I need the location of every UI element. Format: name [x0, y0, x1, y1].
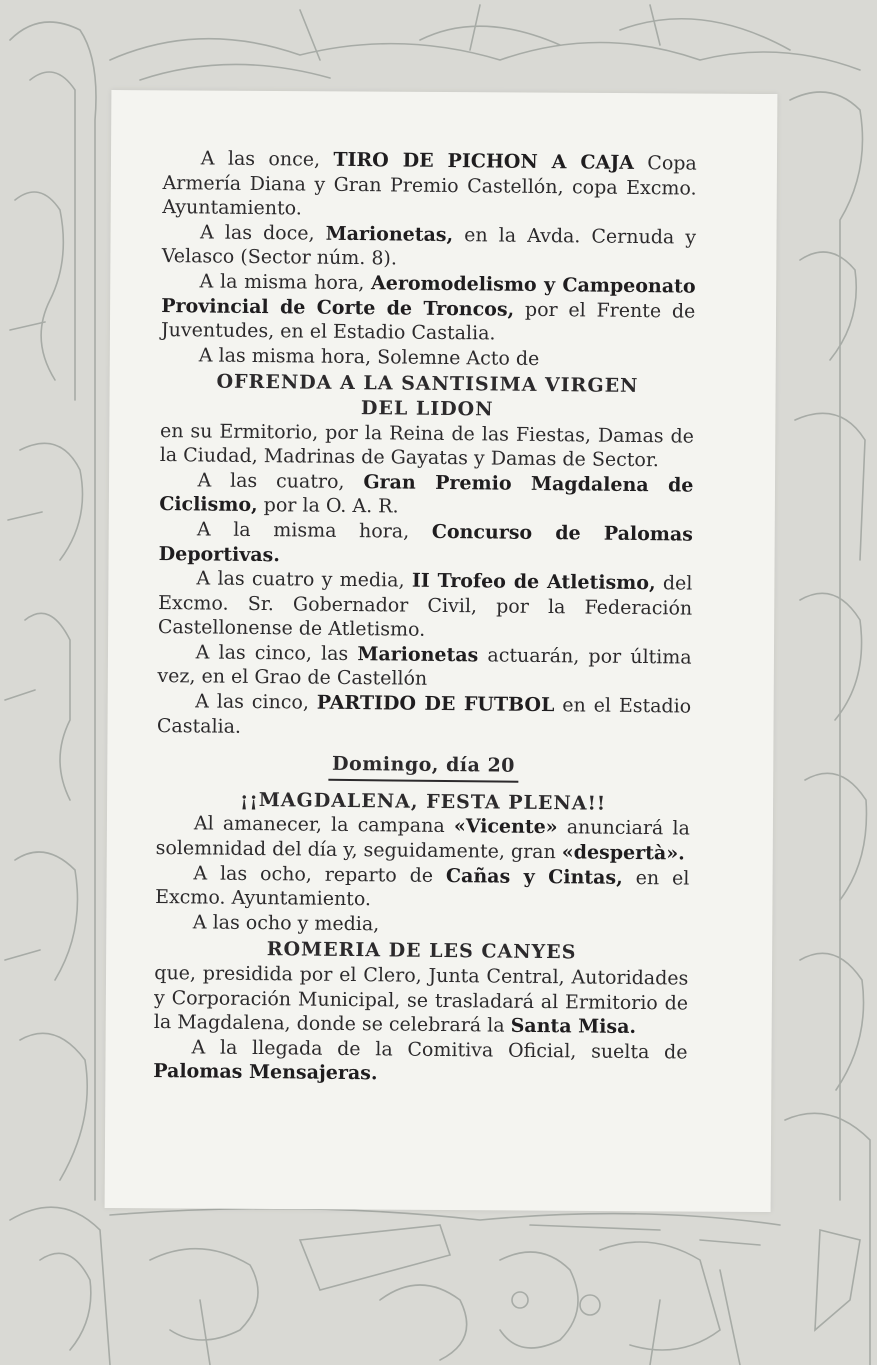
text: en la Avda. Cernuda y Velasco (Sector núm. 8).: [161, 223, 697, 270]
text: que, presidida por el Clero, Junta Central, Autoridades y Corporación Municipal, se trasladará al Ermitorio de la Magdalena, donde se celebrará la: [153, 961, 689, 1037]
paragraph-tiro-pichon: [162, 146, 697, 225]
text: por el Frente de Juventudes, en el Estadio Castalia.: [160, 298, 696, 345]
text: Al amanecer, la campana: [193, 812, 455, 838]
text: A las cuatro y media,: [196, 567, 412, 592]
text: del Excmo. Sr. Gobernador Civil, por la Federación Castellonense de Atletismo.: [157, 572, 693, 642]
heading-line: OFRENDA A LA SANTISIMA VIRGEN: [216, 370, 639, 398]
text: A las once,: [200, 147, 334, 171]
text: A la misma hora,: [199, 270, 372, 295]
paragraph-amanecer: [156, 811, 690, 866]
bold-text: II Trofeo de Atletismo,: [411, 569, 656, 595]
paragraph-aeromodelismo: [161, 269, 696, 348]
bold-text: Santa Misa.: [510, 1014, 637, 1039]
heading-line: DEL LIDON: [360, 397, 494, 421]
paragraph-solemne-acto: [161, 343, 695, 373]
bold-text: Marionetas,: [325, 222, 454, 246]
text: A las cinco, las: [195, 641, 358, 665]
bold-text: Concurso de Palomas Deportivas.: [158, 520, 694, 566]
paragraph-ciclismo: [159, 468, 693, 523]
heading-romeria: ROMERIA DE LES CANYES: [266, 938, 577, 964]
text: A las ocho y media,: [192, 911, 380, 936]
bold-text: Marionetas: [357, 642, 479, 667]
text: A las ocho, reparto de: [193, 861, 447, 887]
text: en el Estadio Castalia.: [156, 694, 692, 738]
heading-ofrenda: [160, 369, 694, 424]
program-text: [153, 146, 697, 1090]
text: en el Excmo. Ayuntamiento.: [155, 866, 690, 911]
text: A las cinco,: [195, 690, 317, 714]
date-heading: [156, 750, 690, 784]
bold-text: «despertà».: [561, 841, 685, 865]
paragraph-marionetas-grao: [157, 640, 691, 695]
text: actuarán, por última vez, en el Grao de Castellón: [157, 644, 692, 691]
text: por la O. A. R.: [257, 494, 399, 518]
paragraph-atletismo: [158, 566, 693, 645]
bold-text: Cañas y Cintas,: [445, 864, 623, 889]
bold-text: PARTIDO DE FUTBOL: [316, 691, 555, 717]
text: A la llegada de la Comitiva Oficial, suelta de: [191, 1036, 688, 1064]
text: anunciará la solemnidad del día y, seguidamente, gran: [155, 816, 690, 864]
paragraph-palomas-deportivas: [159, 517, 693, 572]
paragraph-marionetas: [162, 220, 696, 275]
date-heading-text: Domingo, día 20: [328, 752, 519, 783]
text: Copa Armería Diana y Gran Premio Castellón, copa Excmo. Ayuntamiento.: [162, 151, 697, 220]
paragraph-canas-cintas: [155, 861, 689, 916]
text: en su Ermitorio, por la Reina de las Fiestas, Damas de la Ciudad, Madrinas de Gayatas y Damas de Sector.: [159, 419, 695, 472]
text: A las misma hora, Solemne Acto de: [198, 344, 540, 370]
bold-text: «Vicente»: [453, 815, 558, 839]
bold-text: Aeromodelismo y Campeonato Provincial de Corte de Troncos,: [161, 272, 696, 321]
text: A las doce,: [199, 221, 326, 245]
paragraph-futbol: [157, 689, 691, 744]
bold-text: Gran Premio Magdalena de Ciclismo,: [159, 470, 694, 517]
paragraph-presidida: [154, 961, 689, 1040]
text: A las cuatro,: [197, 469, 364, 493]
bold-text: TIRO DE PICHON A CAJA: [333, 148, 635, 174]
paragraph-ocho-media: [155, 910, 689, 940]
paragraph-comitiva: [153, 1035, 687, 1090]
paragraph-ermitorio: [160, 419, 694, 474]
heading-magdalena: ¡¡MAGDALENA, FESTA PLENA!!: [239, 788, 607, 815]
text: A la misma hora,: [196, 518, 432, 543]
bold-text: Palomas Mensajeras.: [153, 1060, 378, 1085]
